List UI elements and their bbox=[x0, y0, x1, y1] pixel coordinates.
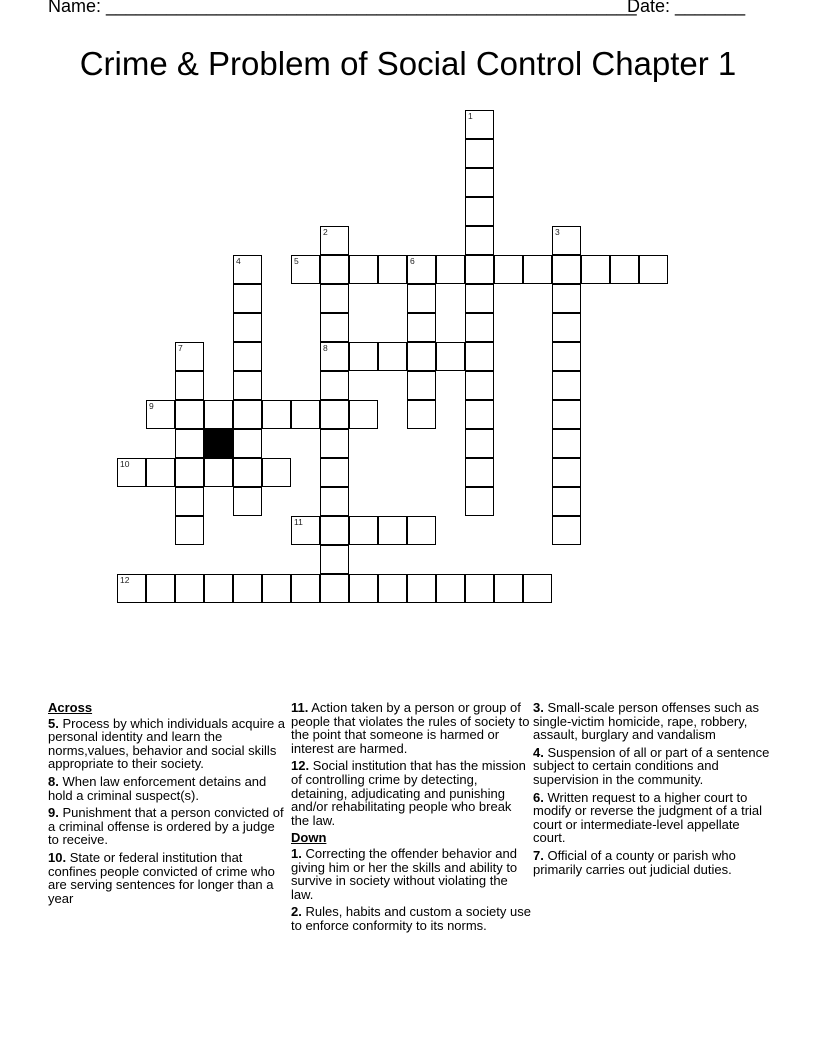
grid-cell[interactable] bbox=[233, 342, 262, 371]
grid-cell[interactable] bbox=[494, 574, 523, 603]
clue-down-2 bbox=[291, 905, 531, 932]
name-field-label: Name: _____________________________________________________ bbox=[48, 0, 637, 16]
grid-cell[interactable] bbox=[175, 400, 204, 429]
clue-number-label: 7 bbox=[178, 343, 183, 353]
grid-cell[interactable] bbox=[320, 429, 349, 458]
grid-cell[interactable] bbox=[465, 487, 494, 516]
grid-cell[interactable] bbox=[291, 574, 320, 603]
clue-number-label: 3 bbox=[555, 227, 560, 237]
clue-down-4 bbox=[533, 746, 773, 787]
grid-cell[interactable] bbox=[465, 110, 494, 139]
grid-cell[interactable] bbox=[204, 574, 233, 603]
grid-cell[interactable] bbox=[465, 574, 494, 603]
grid-cell[interactable] bbox=[552, 487, 581, 516]
grid-cell[interactable] bbox=[175, 342, 204, 371]
grid-cell[interactable] bbox=[291, 400, 320, 429]
grid-cell[interactable] bbox=[378, 574, 407, 603]
grid-cell[interactable] bbox=[320, 545, 349, 574]
grid-cell[interactable] bbox=[407, 574, 436, 603]
clue-number: 6. bbox=[533, 789, 544, 805]
grid-cell[interactable] bbox=[349, 342, 378, 371]
grid-cell[interactable] bbox=[407, 400, 436, 429]
grid-cell[interactable] bbox=[465, 197, 494, 226]
grid-cell[interactable] bbox=[204, 400, 233, 429]
grid-cell[interactable] bbox=[320, 342, 349, 371]
clue-across-11 bbox=[291, 701, 531, 755]
grid-cell[interactable] bbox=[146, 574, 175, 603]
clue-number: 10. bbox=[48, 849, 67, 865]
grid-cell[interactable] bbox=[436, 255, 465, 284]
clues-column-1 bbox=[48, 701, 288, 909]
grid-cell[interactable] bbox=[465, 458, 494, 487]
grid-cell[interactable] bbox=[262, 458, 291, 487]
clue-number-label: 1 bbox=[468, 111, 473, 121]
grid-cell[interactable] bbox=[349, 574, 378, 603]
date-field-label: Date: _______ bbox=[627, 0, 746, 16]
grid-cell[interactable] bbox=[552, 313, 581, 342]
grid-cell[interactable] bbox=[378, 255, 407, 284]
grid-cell[interactable] bbox=[233, 371, 262, 400]
grid-cell[interactable] bbox=[552, 371, 581, 400]
clue-number: 11. bbox=[291, 700, 309, 715]
grid-cell[interactable] bbox=[233, 574, 262, 603]
grid-cell[interactable] bbox=[233, 429, 262, 458]
grid-cell[interactable] bbox=[552, 284, 581, 313]
grid-cell[interactable] bbox=[320, 371, 349, 400]
clue-text: Official of a county or parish who primarily carries out judicial duties. bbox=[533, 847, 736, 877]
grid-cell[interactable] bbox=[320, 516, 349, 545]
clue-number: 5. bbox=[48, 715, 59, 731]
clue-number-label: 10 bbox=[120, 459, 130, 469]
clues-column-3 bbox=[533, 701, 773, 880]
grid-cell[interactable] bbox=[320, 574, 349, 603]
grid-cell[interactable] bbox=[465, 139, 494, 168]
grid-cell[interactable] bbox=[552, 516, 581, 545]
clue-text: Punishment that a person convicted of a criminal offense is ordered by a judge to receive. bbox=[48, 805, 284, 848]
grid-cell[interactable] bbox=[552, 400, 581, 429]
grid-cell[interactable] bbox=[146, 458, 175, 487]
page-title: Crime & Problem of Social Control Chapter 1 bbox=[79, 45, 737, 82]
clue-number-label: 9 bbox=[149, 401, 154, 411]
clue-down-3 bbox=[533, 701, 773, 742]
grid-cell[interactable] bbox=[233, 458, 262, 487]
grid-cell[interactable] bbox=[146, 400, 175, 429]
grid-cell[interactable] bbox=[175, 458, 204, 487]
grid-cell[interactable] bbox=[204, 458, 233, 487]
clue-number-label: 8 bbox=[323, 343, 328, 353]
grid-cell[interactable] bbox=[407, 342, 436, 371]
grid-cell[interactable] bbox=[262, 400, 291, 429]
clue-text: Social institution that has the mission of controlling crime by detecting, detaining, adjudicating and punishing and/or rehabilitating people who break the law. bbox=[291, 758, 526, 828]
clue-down-6 bbox=[533, 791, 773, 845]
grid-cell[interactable] bbox=[552, 458, 581, 487]
grid-cell[interactable] bbox=[639, 255, 668, 284]
grid-cell[interactable] bbox=[233, 284, 262, 313]
grid-cell[interactable] bbox=[320, 284, 349, 313]
clue-number-label: 11 bbox=[294, 517, 303, 527]
grid-cell[interactable] bbox=[117, 574, 146, 603]
grid-cell[interactable] bbox=[436, 342, 465, 371]
clue-across-9 bbox=[48, 806, 288, 847]
grid-cell[interactable] bbox=[233, 313, 262, 342]
grid-cell[interactable] bbox=[233, 255, 262, 284]
grid-cell[interactable] bbox=[320, 487, 349, 516]
grid-cell[interactable] bbox=[175, 371, 204, 400]
grid-cell[interactable] bbox=[262, 574, 291, 603]
grid-cell[interactable] bbox=[465, 255, 494, 284]
clue-number: 1. bbox=[291, 845, 302, 861]
grid-cell[interactable] bbox=[320, 226, 349, 255]
grid-cell[interactable] bbox=[436, 574, 465, 603]
clue-number: 12. bbox=[291, 758, 310, 774]
clue-text: Suspension of all or part of a sentence subject to certain conditions and supervision in the community. bbox=[533, 744, 770, 787]
grid-cell[interactable] bbox=[552, 255, 581, 284]
grid-cell[interactable] bbox=[175, 516, 204, 545]
clue-number: 4. bbox=[533, 744, 544, 760]
grid-cell[interactable] bbox=[117, 458, 146, 487]
clue-text: State or federal institution that confines people convicted of crime who are serving sentences for longer than a year bbox=[48, 849, 275, 906]
clue-number: 9. bbox=[48, 805, 59, 821]
grid-cell[interactable] bbox=[552, 429, 581, 458]
across-heading: Across bbox=[48, 700, 93, 715]
black-cell bbox=[204, 429, 233, 458]
grid-cell[interactable] bbox=[465, 342, 494, 371]
grid-cell[interactable] bbox=[233, 487, 262, 516]
grid-cell[interactable] bbox=[494, 255, 523, 284]
grid-cell[interactable] bbox=[233, 400, 262, 429]
clue-number-label: 6 bbox=[410, 256, 415, 266]
grid-cell[interactable] bbox=[407, 516, 436, 545]
grid-cell[interactable] bbox=[378, 516, 407, 545]
grid-cell[interactable] bbox=[320, 400, 349, 429]
grid-cell[interactable] bbox=[175, 487, 204, 516]
grid-cell[interactable] bbox=[465, 429, 494, 458]
grid-cell[interactable] bbox=[320, 458, 349, 487]
clue-text: Small-scale person offenses such as single-victim homicide, rape, robbery, assault, burglary and vandalism bbox=[533, 700, 759, 743]
grid-cell[interactable] bbox=[465, 168, 494, 197]
clue-down-7 bbox=[533, 849, 773, 876]
grid-cell[interactable] bbox=[523, 574, 552, 603]
grid-cell[interactable] bbox=[291, 255, 320, 284]
grid-cell[interactable] bbox=[552, 342, 581, 371]
clues-column-2 bbox=[291, 701, 531, 937]
clue-text: When law enforcement detains and hold a criminal suspect(s). bbox=[48, 773, 267, 803]
clue-number: 7. bbox=[533, 847, 544, 863]
clue-text: Rules, habits and custom a society use to enforce conformity to its norms. bbox=[291, 904, 531, 933]
clue-number: 8. bbox=[48, 773, 59, 789]
grid-cell[interactable] bbox=[349, 400, 378, 429]
grid-cell[interactable] bbox=[610, 255, 639, 284]
grid-cell[interactable] bbox=[407, 284, 436, 313]
grid-cell[interactable] bbox=[175, 429, 204, 458]
grid-cell[interactable] bbox=[349, 516, 378, 545]
clue-number-label: 5 bbox=[294, 256, 299, 266]
grid-cell[interactable] bbox=[175, 574, 204, 603]
grid-cell[interactable] bbox=[465, 400, 494, 429]
grid-cell[interactable] bbox=[349, 255, 378, 284]
grid-cell[interactable] bbox=[523, 255, 552, 284]
clue-text: Process by which individuals acquire a personal identity and learn the norms,values, behavior and social skills appropriate to their society. bbox=[48, 715, 286, 772]
grid-cell[interactable] bbox=[407, 371, 436, 400]
clue-number-label: 12 bbox=[120, 575, 130, 585]
clue-across-8 bbox=[48, 775, 288, 802]
grid-cell[interactable] bbox=[581, 255, 610, 284]
clue-text: Written request to a higher court to modify or reverse the judgment of a trial court or intermediate-level appellate court. bbox=[533, 789, 763, 846]
clue-number-label: 4 bbox=[236, 256, 241, 266]
clue-down-1 bbox=[291, 847, 531, 901]
clue-text: Action taken by a person or group of people that violates the rules of society to the point that someone is harmed or interest are harmed. bbox=[291, 700, 530, 756]
grid-cell[interactable] bbox=[465, 313, 494, 342]
grid-cell[interactable] bbox=[465, 371, 494, 400]
grid-cell[interactable] bbox=[378, 342, 407, 371]
clue-across-12 bbox=[291, 759, 531, 827]
grid-cell[interactable] bbox=[465, 284, 494, 313]
down-heading: Down bbox=[291, 830, 327, 846]
clue-text: Correcting the offender behavior and giving him or her the skills and ability to survive in society without violating the law. bbox=[291, 845, 518, 902]
clue-number: 3. bbox=[533, 700, 544, 715]
grid-cell[interactable] bbox=[320, 313, 349, 342]
grid-cell[interactable] bbox=[407, 313, 436, 342]
grid-cell[interactable] bbox=[465, 226, 494, 255]
grid-cell[interactable] bbox=[320, 255, 349, 284]
grid-cell[interactable] bbox=[291, 516, 320, 545]
grid-cell[interactable] bbox=[552, 226, 581, 255]
clue-across-5 bbox=[48, 717, 288, 771]
grid-cell[interactable] bbox=[407, 255, 436, 284]
clue-number-label: 2 bbox=[323, 227, 328, 237]
clue-across-10 bbox=[48, 851, 288, 905]
clue-number: 2. bbox=[291, 904, 302, 920]
